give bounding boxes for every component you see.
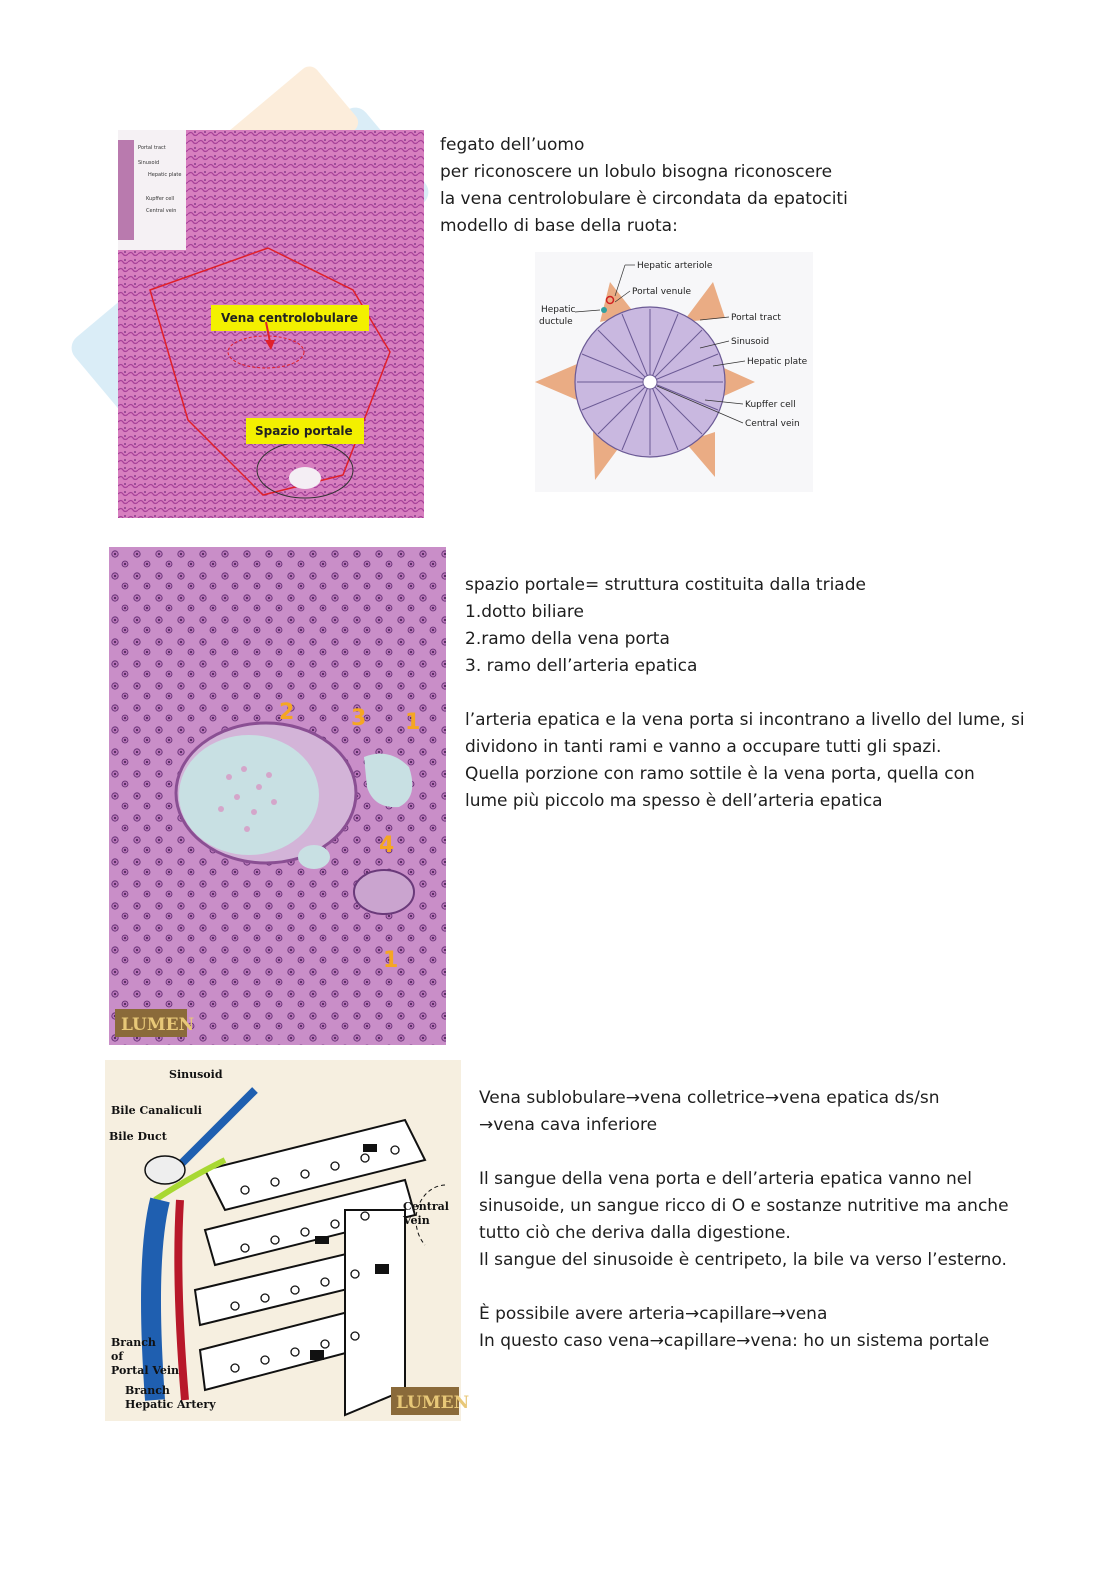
label-portal-tract: Portal tract bbox=[731, 313, 781, 323]
label-kupffer-cell: Kupffer cell bbox=[745, 400, 796, 410]
text-line: modello di base della ruota: bbox=[440, 216, 678, 236]
section1-text bbox=[440, 132, 848, 240]
triad-number: 2 bbox=[279, 700, 295, 725]
label-sinusoid: Sinusoid bbox=[731, 337, 770, 347]
text-line: →vena cava inferiore bbox=[479, 1115, 658, 1135]
section2-text bbox=[465, 572, 1025, 815]
inset-label: Sinusoid bbox=[138, 160, 160, 166]
text-line: spazio portale= struttura costituita dalla triade bbox=[465, 575, 866, 595]
text-line: la vena centrolobulare è circondata da epatociti bbox=[440, 189, 848, 209]
label-central-vein: Central vein bbox=[745, 419, 800, 429]
inset-label: Kupffer cell bbox=[146, 196, 175, 202]
inset-label: Central vein bbox=[146, 208, 177, 214]
text-line: per riconoscere un lobulo bisogna riconoscere bbox=[440, 162, 833, 182]
text-line: Il sangue del sinusoide è centripeto, la bile va verso l’esterno. bbox=[479, 1250, 1007, 1270]
inset-label: Portal tract bbox=[138, 145, 166, 151]
inset-label: Hepatic plate bbox=[148, 172, 182, 178]
label-bile-duct: Bile Duct bbox=[109, 1130, 167, 1143]
liver-lobule-histology bbox=[118, 130, 424, 518]
lumen-logo: LUMEN bbox=[396, 1393, 470, 1413]
text-line: 3. ramo dell’arteria epatica bbox=[465, 656, 698, 676]
label-central-vein: Vein bbox=[403, 1214, 430, 1227]
text-line: sinusoide, un sangue ricco di O e sostanze nutritive ma anche bbox=[479, 1196, 1009, 1216]
section3-text bbox=[479, 1085, 1009, 1355]
label-sinusoid: Sinusoid bbox=[169, 1068, 223, 1081]
portal-triad-histology bbox=[109, 547, 446, 1045]
text-line: l’arteria epatica e la vena porta si incontrano a livello del lume, si bbox=[465, 710, 1025, 730]
text-line: 2.ramo della vena porta bbox=[465, 629, 670, 649]
text-line: dividono in tanti rami e vanno a occupare tutti gli spazi. bbox=[465, 737, 942, 757]
label-branch-portal: of bbox=[111, 1350, 124, 1363]
lumen-logo: LUMEN bbox=[121, 1015, 195, 1035]
label-hepatic-ductule: Hepatic bbox=[541, 305, 576, 315]
label-vena-centrolobulare: Vena centrolobulare bbox=[221, 311, 359, 325]
text-line: lume più piccolo ma spesso è dell’arteria epatica bbox=[465, 791, 883, 811]
text-line: tutto ciò che deriva dalla digestione. bbox=[479, 1223, 791, 1243]
sinusoid-diagram bbox=[105, 1060, 470, 1421]
label-hepatic-plate: Hepatic plate bbox=[747, 357, 808, 367]
label-portal-venule: Portal venule bbox=[632, 287, 692, 297]
label-hepatic-arteriole: Hepatic arteriole bbox=[637, 261, 713, 271]
label-branch-artery: Hepatic Artery bbox=[125, 1398, 216, 1411]
lobule-wheel-diagram bbox=[535, 252, 813, 492]
text-line: 1.dotto biliare bbox=[465, 602, 584, 622]
label-branch-portal: Branch bbox=[111, 1336, 156, 1349]
label-branch-portal: Portal Vein bbox=[111, 1364, 180, 1377]
label-hepatic-ductule: ductule bbox=[539, 317, 573, 327]
triad-number: 1 bbox=[383, 948, 399, 973]
triad-number: 3 bbox=[351, 706, 367, 731]
text-line: fegato dell’uomo bbox=[440, 135, 585, 155]
text-line: Vena sublobulare→vena colletrice→vena epatica ds/sn bbox=[479, 1088, 940, 1108]
triad-number: 4 bbox=[379, 833, 395, 858]
text-line: Quella porzione con ramo sottile è la vena porta, quella con bbox=[465, 764, 975, 784]
text-line: Il sangue della vena porta e dell’arteria epatica vanno nel bbox=[479, 1169, 972, 1189]
text-line: È possibile avere arteria→capillare→vena bbox=[479, 1304, 828, 1324]
label-branch-artery: Branch bbox=[125, 1384, 170, 1397]
triad-number: 1 bbox=[405, 710, 421, 735]
text-line: In questo caso vena→capillare→vena: ho un sistema portale bbox=[479, 1331, 990, 1351]
label-spazio-portale: Spazio portale bbox=[255, 424, 353, 438]
label-bile-canaliculi: Bile Canaliculi bbox=[111, 1104, 202, 1117]
label-central-vein: Central bbox=[403, 1200, 449, 1213]
